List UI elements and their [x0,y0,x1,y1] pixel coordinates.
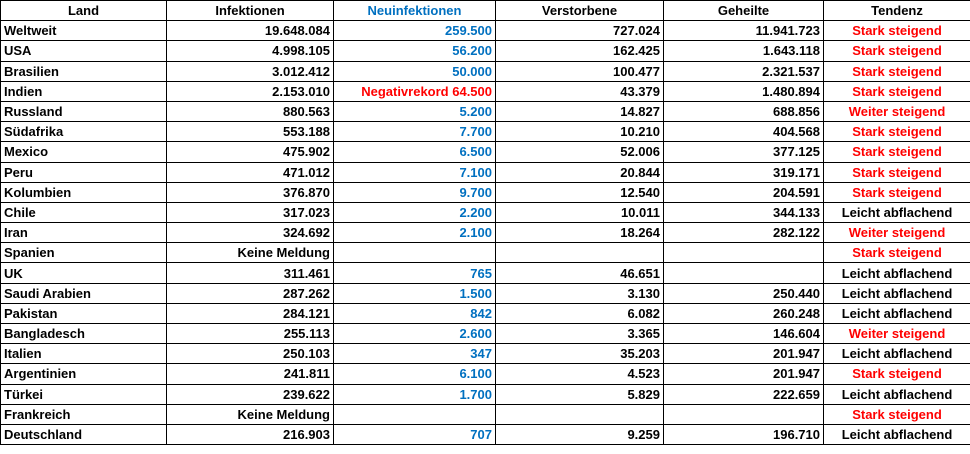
cell-neuinfektionen: 842 [334,303,496,323]
cell-land: Spanien [1,243,167,263]
header-geheilte: Geheilte [664,1,824,21]
cell-tendenz: Stark steigend [824,41,970,61]
cell-geheilte: 204.591 [664,182,824,202]
cell-tendenz: Leicht abflachend [824,384,970,404]
cell-tendenz: Leicht abflachend [824,202,970,222]
cell-tendenz: Stark steigend [824,404,970,424]
cell-tendenz: Weiter steigend [824,223,970,243]
cell-land: Türkei [1,384,167,404]
cell-verstorbene: 5.829 [496,384,664,404]
cell-verstorbene: 10.011 [496,202,664,222]
cell-geheilte: 196.710 [664,424,824,444]
cell-land: Bangladesch [1,324,167,344]
cell-verstorbene: 14.827 [496,101,664,121]
cell-geheilte: 11.941.723 [664,21,824,41]
header-row [1,1,970,21]
cell-neuinfektionen: 707 [334,424,496,444]
cell-neuinfektionen: 7.100 [334,162,496,182]
header-tendenz: Tendenz [824,1,970,21]
cell-geheilte: 260.248 [664,303,824,323]
cell-infektionen: 317.023 [167,202,334,222]
header-land: Land [1,1,167,21]
table-row [1,41,970,61]
table-row [1,162,970,182]
cell-verstorbene [496,243,664,263]
cell-tendenz: Leicht abflachend [824,303,970,323]
cell-geheilte: 404.568 [664,122,824,142]
cell-verstorbene: 9.259 [496,424,664,444]
cell-land: Russland [1,101,167,121]
table-row [1,344,970,364]
header-verstorbene: Verstorbene [496,1,664,21]
cell-land: Weltweit [1,21,167,41]
cell-geheilte [664,404,824,424]
cell-tendenz: Stark steigend [824,81,970,101]
cell-land: Peru [1,162,167,182]
table-row [1,283,970,303]
cell-tendenz: Leicht abflachend [824,283,970,303]
cell-land: Indien [1,81,167,101]
cell-neuinfektionen: 6.100 [334,364,496,384]
cell-neuinfektionen: 1.700 [334,384,496,404]
cell-tendenz: Stark steigend [824,142,970,162]
cell-tendenz: Stark steigend [824,122,970,142]
cell-verstorbene: 10.210 [496,122,664,142]
cell-neuinfektionen: 1.500 [334,283,496,303]
cell-land: Südafrika [1,122,167,142]
cell-infektionen: 255.113 [167,324,334,344]
cell-infektionen: 287.262 [167,283,334,303]
cell-land: Brasilien [1,61,167,81]
cell-geheilte: 282.122 [664,223,824,243]
cell-neuinfektionen [334,243,496,263]
cell-infektionen: 239.622 [167,384,334,404]
table-row [1,364,970,384]
cell-neuinfektionen: 2.200 [334,202,496,222]
cell-verstorbene: 35.203 [496,344,664,364]
cell-geheilte: 1.480.894 [664,81,824,101]
cell-neuinfektionen [334,404,496,424]
cell-infektionen: 324.692 [167,223,334,243]
cell-geheilte: 344.133 [664,202,824,222]
cell-infektionen: 2.153.010 [167,81,334,101]
cell-land: Italien [1,344,167,364]
cell-verstorbene: 43.379 [496,81,664,101]
table-row [1,101,970,121]
cell-infektionen: Keine Meldung [167,243,334,263]
cell-land: UK [1,263,167,283]
cell-neuinfektionen: 347 [334,344,496,364]
table-row [1,202,970,222]
cell-geheilte: 146.604 [664,324,824,344]
cell-neuinfektionen: 7.700 [334,122,496,142]
table-body [1,21,970,445]
cell-infektionen: 19.648.084 [167,21,334,41]
cell-tendenz: Stark steigend [824,21,970,41]
table-row [1,61,970,81]
cell-neuinfektionen: 765 [334,263,496,283]
table-row [1,384,970,404]
cell-tendenz: Leicht abflachend [824,424,970,444]
cell-verstorbene: 6.082 [496,303,664,323]
cell-infektionen: Keine Meldung [167,404,334,424]
cell-verstorbene: 100.477 [496,61,664,81]
cell-geheilte: 222.659 [664,384,824,404]
cell-land: USA [1,41,167,61]
cell-verstorbene: 162.425 [496,41,664,61]
cell-verstorbene: 727.024 [496,21,664,41]
cell-infektionen: 475.902 [167,142,334,162]
cell-land: Kolumbien [1,182,167,202]
table-row [1,243,970,263]
cell-verstorbene: 4.523 [496,364,664,384]
table-row [1,263,970,283]
cell-geheilte [664,243,824,263]
cell-geheilte: 201.947 [664,344,824,364]
cell-infektionen: 311.461 [167,263,334,283]
cell-infektionen: 216.903 [167,424,334,444]
table-row [1,122,970,142]
cell-land: Chile [1,202,167,222]
cell-infektionen: 880.563 [167,101,334,121]
table-row [1,182,970,202]
cell-neuinfektionen: 259.500 [334,21,496,41]
cell-verstorbene [496,404,664,424]
cell-land: Deutschland [1,424,167,444]
cell-land: Argentinien [1,364,167,384]
cell-geheilte: 250.440 [664,283,824,303]
cell-land: Saudi Arabien [1,283,167,303]
table-row [1,303,970,323]
cell-neuinfektionen: 2.100 [334,223,496,243]
cell-infektionen: 250.103 [167,344,334,364]
cell-verstorbene: 52.006 [496,142,664,162]
cell-tendenz: Stark steigend [824,243,970,263]
cell-neuinfektionen: Negativrekord 64.500 [334,81,496,101]
table-row [1,223,970,243]
cell-tendenz: Stark steigend [824,61,970,81]
cell-infektionen: 553.188 [167,122,334,142]
cell-verstorbene: 46.651 [496,263,664,283]
cell-infektionen: 471.012 [167,162,334,182]
table-row [1,21,970,41]
cell-neuinfektionen: 5.200 [334,101,496,121]
cell-land: Iran [1,223,167,243]
cell-infektionen: 376.870 [167,182,334,202]
cell-infektionen: 241.811 [167,364,334,384]
cell-tendenz: Weiter steigend [824,324,970,344]
cell-geheilte: 201.947 [664,364,824,384]
cell-neuinfektionen: 9.700 [334,182,496,202]
header-neuinfektionen: Neuinfektionen [334,1,496,21]
cell-neuinfektionen: 56.200 [334,41,496,61]
table-row [1,81,970,101]
cell-neuinfektionen: 2.600 [334,324,496,344]
cell-verstorbene: 20.844 [496,162,664,182]
cell-tendenz: Leicht abflachend [824,344,970,364]
cell-neuinfektionen: 6.500 [334,142,496,162]
cell-land: Frankreich [1,404,167,424]
table-row [1,424,970,444]
header-infektionen: Infektionen [167,1,334,21]
cell-tendenz: Stark steigend [824,182,970,202]
cell-infektionen: 3.012.412 [167,61,334,81]
cell-geheilte: 2.321.537 [664,61,824,81]
cell-verstorbene: 3.130 [496,283,664,303]
cell-geheilte: 319.171 [664,162,824,182]
cell-verstorbene: 12.540 [496,182,664,202]
cell-geheilte: 688.856 [664,101,824,121]
cell-geheilte: 377.125 [664,142,824,162]
cell-infektionen: 4.998.105 [167,41,334,61]
cell-geheilte [664,263,824,283]
cell-neuinfektionen: 50.000 [334,61,496,81]
table-row [1,404,970,424]
cell-tendenz: Stark steigend [824,364,970,384]
table-row [1,324,970,344]
cell-tendenz: Stark steigend [824,162,970,182]
cell-tendenz: Leicht abflachend [824,263,970,283]
cell-verstorbene: 3.365 [496,324,664,344]
table-row [1,142,970,162]
cell-tendenz: Weiter steigend [824,101,970,121]
cell-geheilte: 1.643.118 [664,41,824,61]
cell-infektionen: 284.121 [167,303,334,323]
cell-verstorbene: 18.264 [496,223,664,243]
cell-land: Mexico [1,142,167,162]
cell-land: Pakistan [1,303,167,323]
